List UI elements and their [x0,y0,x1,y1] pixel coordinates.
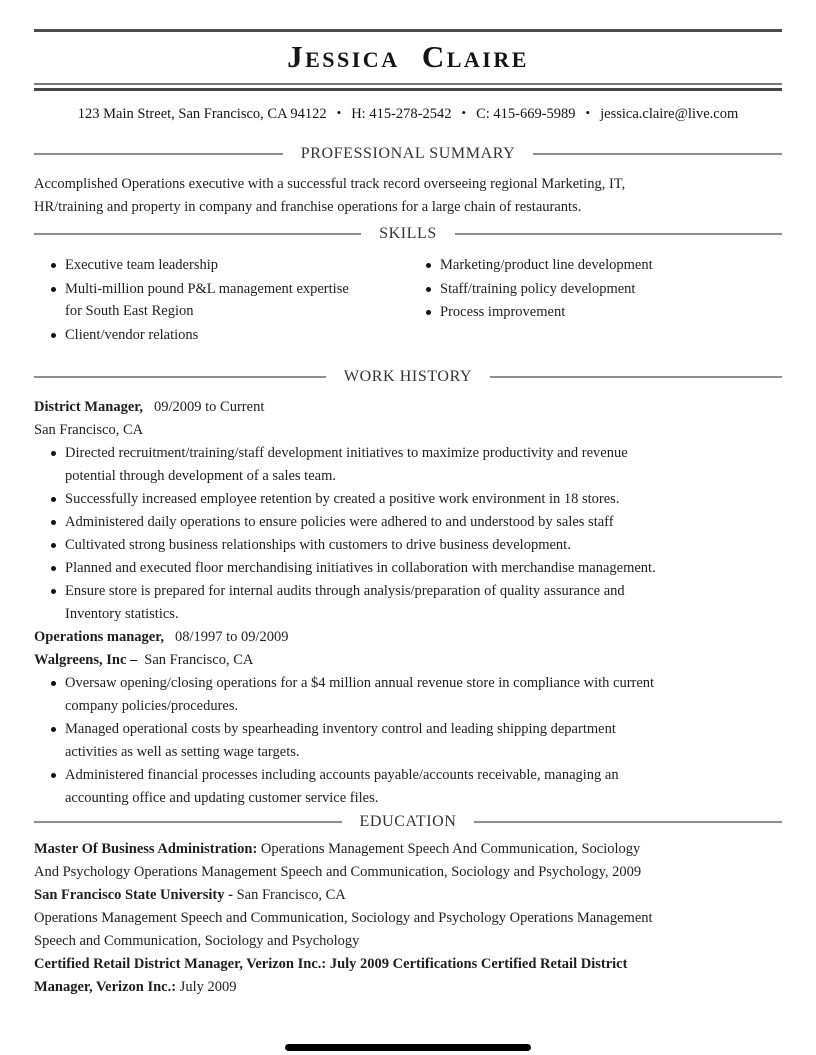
job-dates: 09/2009 to Current [154,399,265,415]
job-employer-line [34,649,782,672]
education-entry [34,953,654,999]
list-item: Administered financial processes including accounts payable/accounts receivable, managing an accounting office and updating customer service files. [50,764,665,810]
list-item: Multi-million pound P&L management expertise for South East Region [50,278,350,323]
education-detail: Operations Management Speech and Communication, Sociology and Psychology Operations Management Speech and Communication, Sociology and Psychology [34,910,653,949]
heading-rule-left [34,376,326,378]
contact-address: 123 Main Street, San Francisco, CA 94122 [77,106,327,122]
job-entry [0,396,816,626]
section-title-skills: SKILLS [379,225,437,242]
section-heading-education [34,813,782,831]
heading-rule-right [455,233,782,235]
education-detail: Operations Management Speech And Communication, Sociology And Psychology Operations Management Speech and Communication, Sociology and Psychology, 2009 [34,841,642,880]
bullet-separator-icon: • [336,105,342,120]
job-bullet-list [50,672,665,810]
contact-email: jessica.claire@live.com [600,106,739,122]
job-title-line [34,396,782,419]
list-item: Cultivated strong business relationships with customers to drive business development. [50,534,665,557]
section-title-work-history: WORK HISTORY [343,368,473,385]
education-detail: San Francisco, CA [232,887,346,903]
list-item: Planned and executed floor merchandising initiatives in collaboration with merchandise management. [50,557,665,580]
list-item: Oversaw opening/closing operations for a $4 million annual revenue store in compliance with current company policies/procedures. [50,672,665,718]
bullet-separator-icon: • [585,105,591,120]
job-location: San Francisco, CA [34,422,144,438]
bullet-separator-icon: • [461,105,467,120]
list-item: Executive team leadership [50,254,350,277]
summary-text: Accomplished Operations executive with a successful track record overseeing regional Marketing, IT, HR/training and property in company and franchise operations for a large chain of restaurants. [34,176,626,215]
list-item: Directed recruitment/training/staff development initiatives to maximize productivity and revenue potential through development of a sales team. [50,442,665,488]
header-rule-double [34,83,782,91]
job-employer: Walgreens, Inc – [34,652,138,668]
education-school: San Francisco State University - [34,887,233,903]
section-title-summary: PROFESSIONAL SUMMARY [300,145,516,162]
education-entry [34,884,654,907]
education-entry [34,838,654,884]
heading-rule-left [34,233,361,235]
list-item: Client/vendor relations [50,324,350,347]
education-block [0,838,816,999]
heading-rule-left [34,821,342,823]
section-title-education: EDUCATION [359,813,457,830]
section-heading-summary [34,145,782,163]
heading-rule-right [533,153,782,155]
skills-columns [50,254,816,347]
job-title: Operations manager, [34,629,164,645]
skills-list-right [425,254,755,347]
contact-line [0,104,816,124]
list-item: Successfully increased employee retention by created a positive work environment in 18 stores. [50,488,665,511]
list-item: Marketing/product line development [425,254,755,277]
section-heading-skills [34,225,782,243]
job-dates: 08/1997 to 09/2009 [174,629,289,645]
list-item: Administered daily operations to ensure policies were adhered to and understood by sales staff [50,511,665,534]
contact-cell-phone: C: 415-669-5989 [476,106,576,122]
skills-list-left [50,254,350,347]
footer-bar [285,1044,531,1051]
education-entry [34,907,654,953]
job-bullet-list [50,442,665,626]
heading-rule-right [490,376,782,378]
job-title: District Manager, [34,399,143,415]
page-title: Jessica Claire [287,39,529,74]
contact-home-phone: H: 415-278-2542 [351,106,452,122]
job-title-line [34,626,782,649]
job-entry [0,626,816,810]
list-item: Managed operational costs by spearheading inventory control and leading shipping department activities as well as setting wage targets. [50,718,665,764]
list-item: Process improvement [425,301,755,324]
job-location: San Francisco, CA [144,652,254,668]
heading-rule-right [474,821,782,823]
education-certification: Certified Retail District Manager, Verizon Inc.: July 2009 Certifications Certified Retail District Manager, Verizon Inc.: [34,956,628,995]
education-detail: July 2009 [176,979,237,995]
heading-rule-left [34,153,283,155]
list-item: Staff/training policy development [425,278,755,301]
section-heading-work-history [34,368,782,386]
education-degree: Master Of Business Administration: [34,841,258,857]
list-item: Ensure store is prepared for internal audits through analysis/preparation of quality assurance and Inventory statistics. [50,580,665,626]
header-rule-top [34,29,782,32]
